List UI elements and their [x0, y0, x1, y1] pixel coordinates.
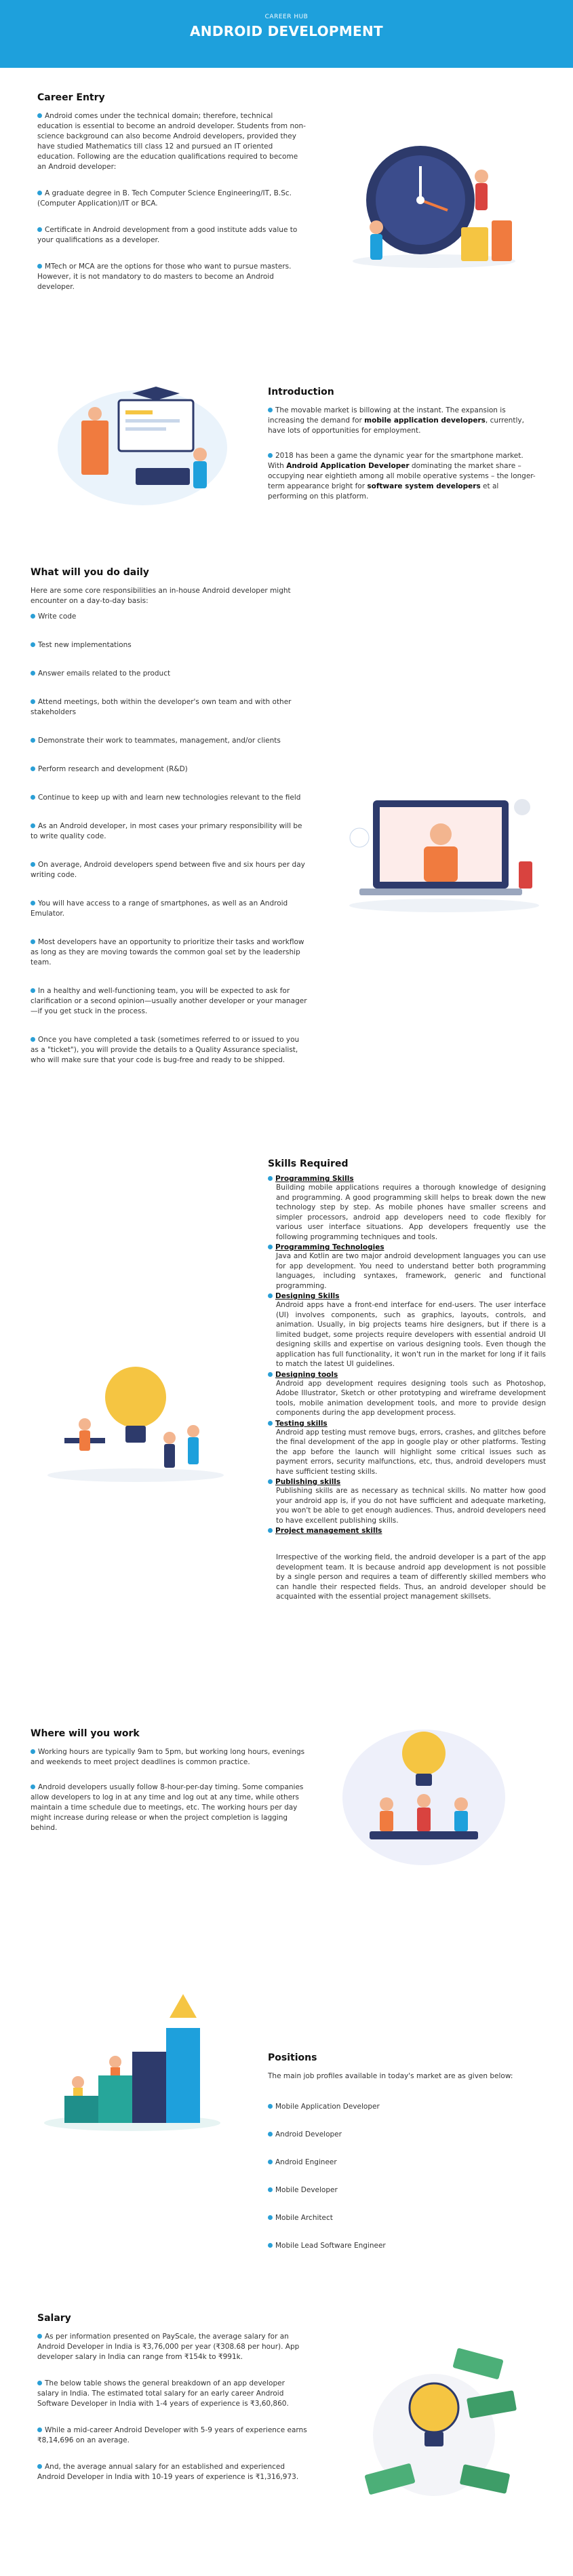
list-item: Test new implementations: [31, 640, 309, 650]
skill-item: Designing Skills Android apps have a front-end interface for end-users. The user interface (UI) involves components, such as graphics, layouts, controls, and animation. Usually, in big projects teams hire designers, but if there is a limited budget, some projects require developers with essential android UI designing skills and expertise on various designing tools. Even though the application has full functionality, it won't run in the market for long if it fails to match the latest UI guidelines.: [268, 1292, 546, 1369]
bullet-icon: [268, 2160, 273, 2164]
hero-banner: [0, 0, 573, 68]
list-item: You will have access to a range of smartphones, as well as an Android Emulator.: [31, 899, 288, 918]
work-paragraph-2: Android developers usually follow 8-hour-per-day timing. Some companies allow developers to log in at any time and log out at any time, while others maintain a time schedule due to meetings, etc. The working hours per day might increase during release or when the project completion is lagging behind.: [31, 1783, 304, 1832]
bullet-icon: [37, 2464, 42, 2469]
list-item: Demonstrate their work to teammates, management, and/or clients: [31, 736, 309, 746]
list-item: Android comes under the technical domain; therefore, technical education is essential to become an android developer. Students from non-science background can also become Android developers, provided they have studied Mathematics till class 12 and pursued an IT oriented education. Following are the education qualifications required to become an Android developer:: [37, 112, 306, 171]
bullet-icon: [31, 862, 35, 867]
bullet-icon: [31, 823, 35, 828]
bullet-icon: [31, 671, 35, 676]
bullet-icon: [37, 191, 42, 195]
bullet-icon: [268, 2187, 273, 2192]
career-entry-title: Career Entry: [37, 92, 105, 103]
bullet-icon: [31, 642, 35, 647]
money-bulb-illustration: [353, 2333, 522, 2510]
bullet-icon: [31, 795, 35, 800]
video-call-illustration: [346, 780, 542, 916]
bullet-icon: [268, 2215, 273, 2220]
list-item: Once you have completed a task (sometimes referred to or issued to you as a "ticket"), you will provide the details to a Quality Assurance specialist, who will make sure that your code is bug-free and ready to be shipped.: [31, 1036, 300, 1064]
clock-team-illustration: [346, 125, 522, 281]
bullet-icon: [268, 453, 273, 458]
work-section: [0, 1702, 573, 1906]
growth-stairs-illustration: [37, 1980, 227, 2136]
list-item: Mobile Architect: [268, 2213, 539, 2223]
work-paragraph-1: Working hours are typically 9am to 5pm, but working long hours, evenings and weekends to meet project deadlines is common practice.: [31, 1748, 305, 1766]
hero-kicker: CAREER HUB: [264, 14, 309, 20]
classroom-illustration: [54, 373, 231, 509]
list-item: Continue to keep up with and learn new technologies relevant to the field: [31, 793, 309, 803]
list-item: Write code: [31, 612, 309, 622]
salary-list: [37, 2332, 309, 2482]
list-item: Perform research and development (R&D): [31, 764, 309, 775]
list-item: As an Android developer, in most cases your primary responsibility will be to write quality code.: [31, 822, 302, 840]
page-title: ANDROID DEVELOPMENT: [190, 23, 383, 39]
bullet-icon: [268, 1479, 273, 1484]
bullet-icon: [37, 227, 42, 232]
bullet-icon: [31, 766, 35, 771]
positions-list: [268, 2102, 539, 2251]
skill-item: Designing tools Android app development requires designing tools such as Photoshop, Adobe Illustrator, Sketch or other prototyping and wireframe development tools, mobile animation development tools, and more to provide design components during the app development process.: [268, 1371, 546, 1418]
skills-section: [0, 1146, 573, 1682]
skill-item: Project management skills: [268, 1527, 546, 1535]
skills-title: Skills Required: [268, 1158, 349, 1169]
skill-item: Publishing skills Publishing skills are as necessary as technical skills. No matter how good your android app is, if you do not have sufficient and adequate marketing, you won't be able to get enough audiences. Thus, android developers need to have excellent publishing skills.: [268, 1478, 546, 1525]
introduction-paragraph-2: 2018 has been a game the dynamic year for the smartphone market. With Android Application Developer dominating the market share – occupying near eightieth among all mobile operative systems – the longer-term appearance bright for software system developers et al performing on this platform.: [268, 452, 536, 501]
daily-title: What will you do daily: [31, 567, 149, 578]
bullet-icon: [31, 1037, 35, 1042]
bullet-icon: [31, 988, 35, 993]
daily-section: [0, 563, 573, 1139]
list-item: Answer emails related to the product: [31, 669, 309, 679]
bullet-icon: [37, 113, 42, 118]
career-entry-list: [37, 111, 309, 292]
positions-intro: The main job profiles available in today's market are as given below:: [268, 2072, 513, 2080]
bullet-icon: [37, 264, 42, 269]
bullet-icon: [37, 2334, 42, 2339]
introduction-section: [0, 353, 573, 543]
list-item: Mobile Developer: [268, 2185, 539, 2196]
bullet-icon: [268, 408, 273, 412]
list-item: Mobile Lead Software Engineer: [268, 2241, 539, 2251]
list-item: Certificate in Android development from a good institute adds value to your qualifications as a developer.: [37, 226, 298, 244]
list-item: In a healthy and well-functioning team, you will be expected to ask for clarification or a second opinion—usually another developer or your manager—if you get stuck in the process.: [31, 987, 307, 1015]
bullet-icon: [268, 1176, 273, 1181]
bullet-icon: [31, 1749, 35, 1754]
bullet-icon: [31, 738, 35, 743]
list-item: And, the average annual salary for an established and experienced Android Developer in India with 10-19 years of experience is ₹1,316,973.: [37, 2463, 299, 2481]
daily-intro: Here are some core responsibilities an in-house Android developer might encounter on a day-to-day basis:: [31, 587, 291, 605]
list-item: Attend meetings, both within the developer's own team and with other stakeholders: [31, 698, 292, 716]
bullet-icon: [268, 2104, 273, 2109]
positions-section: [0, 1919, 573, 2272]
skill-item: Programming Skills Building mobile applications requires a thorough knowledge of designing and programming. A good programming skill helps to break down the new technology step by step. As mobile phones have smaller screens and simpler processors, android app developers need to code flexibly for various user interface situations. App developers frequently use the following programming techniques and tools.: [268, 1175, 546, 1242]
list-item: Android Developer: [268, 2130, 539, 2140]
bullet-icon: [268, 1245, 273, 1249]
bullet-icon: [37, 2381, 42, 2385]
work-title: Where will you work: [31, 1728, 140, 1739]
bullet-icon: [31, 901, 35, 905]
skill-item: Programming Technologies Java and Kotlin are two major android development languages you can use for app development. You need to understand better both programming languages, including syntaxes, framework, generic and functional programming.: [268, 1243, 546, 1291]
bullet-icon: [268, 2243, 273, 2248]
bullet-icon: [268, 1528, 273, 1533]
idea-bulb-illustration: [37, 1350, 234, 1485]
list-item: Android Engineer: [268, 2158, 539, 2168]
list-item: MTech or MCA are the options for those who want to pursue masters. However, it is not mandatory to do masters to become an Android developer.: [37, 262, 292, 291]
salary-title: Salary: [37, 2313, 71, 2324]
bullet-icon: [268, 1372, 273, 1377]
bullet-icon: [268, 1293, 273, 1298]
bullet-icon: [31, 614, 35, 619]
introduction-title: Introduction: [268, 387, 334, 397]
career-entry-section: [0, 88, 573, 326]
list-item: While a mid-career Android Developer with 5-9 years of experience earns ₹8,14,696 on an average.: [37, 2426, 307, 2444]
bullet-icon: [268, 2132, 273, 2136]
introduction-paragraph-1: The movable market is billowing at the instant. The expansion is increasing the demand for mobile application developers, currently, have lots of opportunities for employment.: [268, 406, 524, 435]
bullet-icon: [268, 1421, 273, 1426]
skills-closing: Irrespective of the working field, the android developer is a part of the app development team. It is because android app development is not possible by a single person and requires a team of differently skilled members who can handle their respected fields. Thus, an android developer should be acquainted with the essential project management skillsets.: [276, 1553, 546, 1601]
list-item: The below table shows the general breakdown of an app developer salary in India. The estimated total salary for an early career Android Software Developer in India with 1-4 years of experience is ₹3,60,860.: [37, 2379, 289, 2408]
list-item: Mobile Application Developer: [268, 2102, 539, 2112]
list-item: On average, Android developers spend between five and six hours per day writing code.: [31, 861, 305, 879]
positions-title: Positions: [268, 2052, 317, 2063]
bullet-icon: [37, 2427, 42, 2432]
skill-item: Testing skills Android app testing must remove bugs, errors, crashes, and glitches before the final development of the app in google play or other platforms. Testing the app before the launch will highlight some critical issues such as payment errors, security malfunctions, etc, thus, android developers must have sufficient testing skills.: [268, 1420, 546, 1477]
salary-section: [0, 2306, 573, 2576]
team-meeting-illustration: [339, 1716, 509, 1872]
list-item: As per information presented on PayScale, the average salary for an Android Developer in India is ₹3,76,000 per year (₹308.68 per hour). App developer salary in India can range from ₹154k to ₹991k.: [37, 2333, 300, 2361]
bullet-icon: [31, 939, 35, 944]
list-item: A graduate degree in B. Tech Computer Science Engineering/IT, B.Sc. (Computer Application)/IT or BCA.: [37, 189, 292, 208]
daily-list: [31, 612, 309, 1066]
list-item: Most developers have an opportunity to prioritize their tasks and workflow as long as they are moving towards the common goal set by the leadership team.: [31, 938, 304, 967]
bullet-icon: [31, 699, 35, 704]
bullet-icon: [31, 1784, 35, 1789]
